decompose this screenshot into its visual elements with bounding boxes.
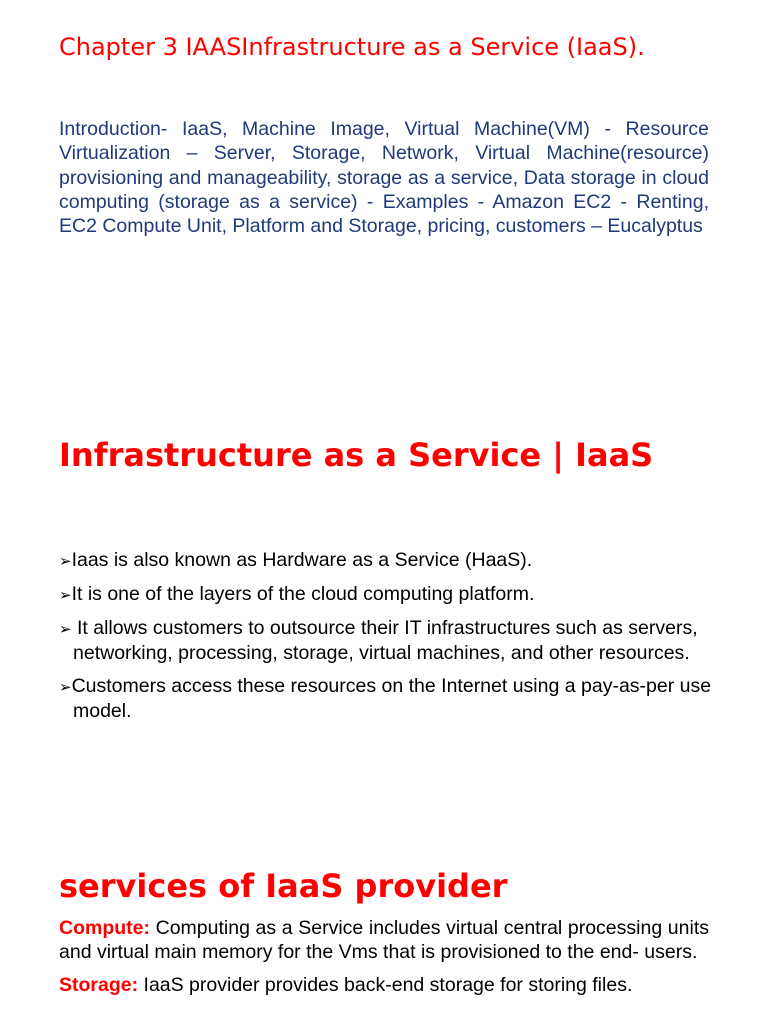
list-item xyxy=(59,616,719,665)
arrow-bullet-icon: ➢ xyxy=(59,620,72,638)
service-description: IaaS provider provides back-end storage for storing files. xyxy=(138,973,633,996)
intro-paragraph: Introduction- IaaS, Machine Image, Virtual Machine(VM) - Resource Virtualization – Server, Storage, Network, Virtual Machine(resource) provisioning and manageability, storage as a service, Data storage in cloud computing (storage as a service) - Examples - Amazon EC2 - Renting, EC2 Compute Unit, Platform and Storage, pricing, customers – Eucalyptus xyxy=(59,118,709,238)
iaas-bullet-list xyxy=(59,548,719,732)
bullet-text: It allows customers to outsource their IT infrastructures such as servers, networking, processing, storage, virtual machines, and other resources. xyxy=(71,617,698,664)
arrow-bullet-icon: ➢ xyxy=(59,552,72,570)
iaas-section-heading: Infrastructure as a Service | IaaS xyxy=(59,436,654,474)
chapter-title: Chapter 3 IAASInfrastructure as a Service (IaaS). xyxy=(59,33,645,61)
services-section-heading: services of IaaS provider xyxy=(59,867,508,905)
bullet-text: Iaas is also known as Hardware as a Service (HaaS). xyxy=(71,549,533,571)
service-term: Compute: xyxy=(59,917,150,939)
list-item xyxy=(59,674,719,723)
bullet-text: Customers access these resources on the Internet using a pay-as-per use model. xyxy=(71,675,712,722)
services-list xyxy=(59,916,709,1005)
list-item xyxy=(59,582,719,607)
list-item xyxy=(59,548,719,573)
bullet-text: It is one of the layers of the cloud computing platform. xyxy=(71,583,535,605)
service-description: Computing as a Service includes virtual central processing units and virtual main memory for the Vms that is provisioned to the end- users. xyxy=(59,917,709,964)
arrow-bullet-icon: ➢ xyxy=(59,586,72,604)
service-item-compute xyxy=(59,916,709,965)
arrow-bullet-icon: ➢ xyxy=(59,678,72,696)
service-term: Storage: xyxy=(59,973,139,996)
service-item-storage xyxy=(59,973,709,997)
